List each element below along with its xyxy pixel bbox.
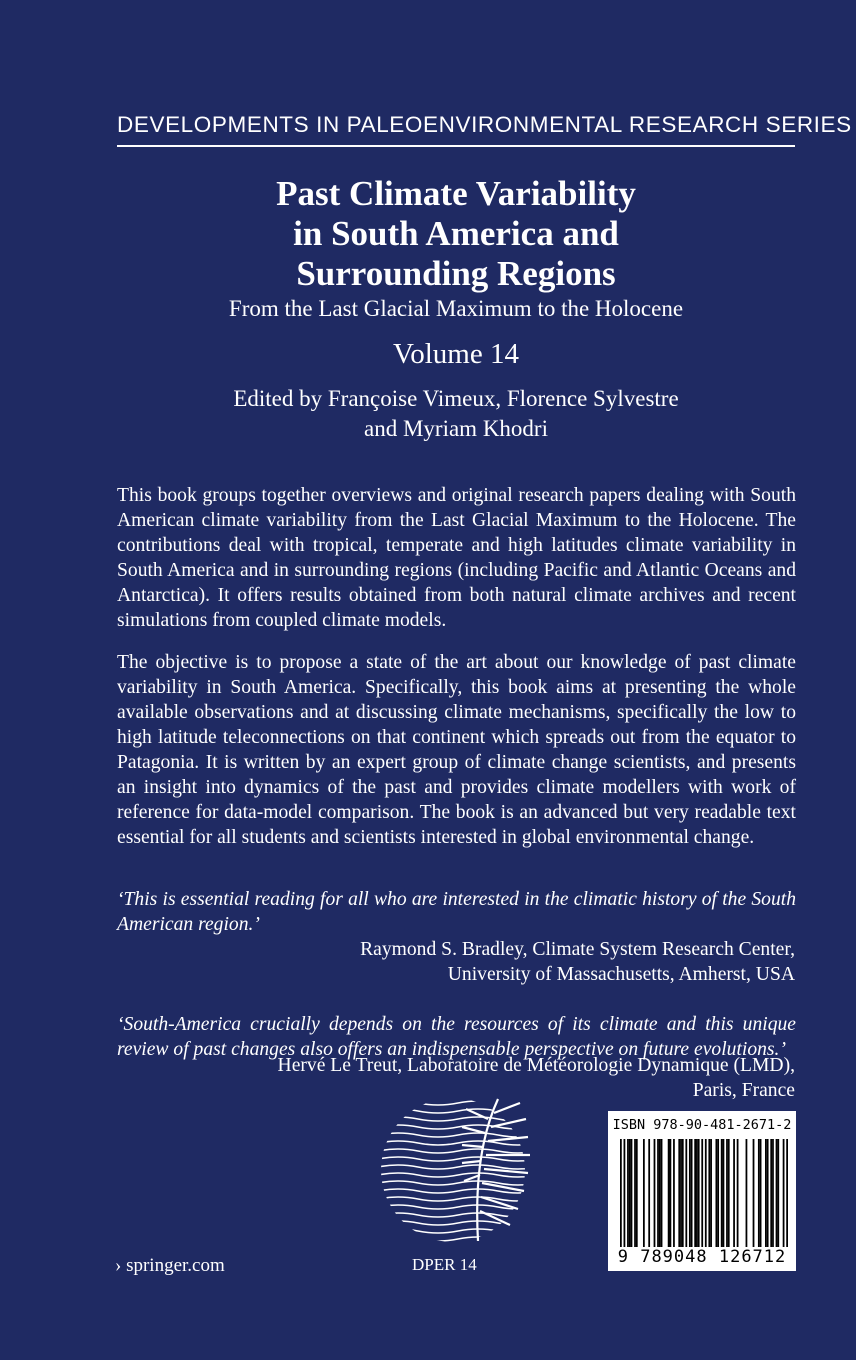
ean-number: 9 789048 126712	[617, 1247, 787, 1267]
barcode-bar	[696, 1139, 698, 1247]
editors-line-2: and Myriam Khodri	[364, 416, 548, 441]
attribution-1-line-1: Raymond S. Bradley, Climate System Research Center,	[360, 939, 795, 960]
barcode-bar	[698, 1139, 700, 1247]
series-divider	[117, 145, 795, 147]
review-quote-2: ‘South-America crucially depends on the resources of its climate and this unique review of past changes also offers an indispensable perspective on future evolutions.’	[117, 1014, 796, 1060]
barcode-bar	[678, 1139, 680, 1247]
barcode-bar	[783, 1139, 785, 1247]
book-title	[117, 174, 795, 294]
review-quote-1: ‘This is essential reading for all who are interested in the climatic history of the South American region.’	[117, 889, 796, 935]
barcode-bar	[634, 1139, 636, 1247]
barcode-bar	[636, 1139, 638, 1247]
barcode-bar	[715, 1139, 717, 1247]
title-line-3: Surrounding Regions	[296, 254, 616, 293]
barcode-bar	[770, 1139, 772, 1247]
title-line-1: Past Climate Variability	[276, 174, 636, 213]
barcode-bar	[708, 1139, 710, 1247]
isbn-number: ISBN 978-90-481-2671-2	[612, 1117, 792, 1133]
book-subtitle: From the Last Glacial Maximum to the Holocene	[228, 296, 684, 321]
barcode-bar	[668, 1139, 670, 1247]
barcode-bar	[710, 1139, 712, 1247]
barcode-bar	[753, 1139, 755, 1247]
leaf-on-globe-logo-icon	[378, 1093, 536, 1243]
barcode-bar	[631, 1139, 633, 1247]
barcode-bar	[723, 1139, 725, 1247]
barcode-bar	[620, 1139, 622, 1247]
attribution-1-line-2: University of Massachusetts, Amherst, USA	[447, 964, 795, 985]
isbn-barcode	[608, 1111, 796, 1271]
barcode-bar	[661, 1139, 663, 1247]
barcode-bar	[694, 1139, 696, 1247]
barcode-bar	[689, 1139, 691, 1247]
barcode-bar	[760, 1139, 762, 1247]
barcode-bar	[705, 1139, 707, 1247]
barcode-bar	[701, 1139, 703, 1247]
barcode-bar	[648, 1139, 650, 1247]
barcode-bar	[733, 1139, 735, 1247]
barcode-bar	[627, 1139, 629, 1247]
barcode-bar	[728, 1139, 730, 1247]
series-code: DPER 14	[412, 1255, 477, 1274]
barcode-bar	[772, 1139, 774, 1247]
attribution-2-line-2: Paris, France	[692, 1080, 795, 1101]
barcode-bar	[777, 1139, 779, 1247]
barcode-bar	[629, 1139, 631, 1247]
publisher-website-link[interactable]: › springer.com	[115, 1255, 225, 1276]
barcode-bar	[717, 1139, 719, 1247]
barcode-bar	[685, 1139, 687, 1247]
barcode-bar	[670, 1139, 672, 1247]
barcode-bar	[682, 1139, 684, 1247]
description-paragraph-2: The objective is to propose a state of the art about our knowledge of past climate variability in South America. Specifically, this book aims at presenting the whole available observations and at discussing climate mechanisms, specifically the low to high latitude teleconnections on that continent which spreads out from the equator to Patagonia. It is written by an expert group of climate change scientists, and presents an insight into dynamics of the past and provides climate modellers with work of reference for data-model comparison. The book is an advanced but very readable text essential for all students and scientists interested in global environmental change.	[117, 652, 796, 848]
barcode-bar	[691, 1139, 693, 1247]
barcode-bars	[620, 1139, 788, 1247]
attribution-2-line-1: Hervé Le Treut, Laboratoire de Météorologie Dynamique (LMD),	[277, 1055, 795, 1076]
barcode-bar	[786, 1139, 788, 1247]
barcode-bar	[673, 1139, 675, 1247]
barcode-bar	[721, 1139, 723, 1247]
barcode-bar	[765, 1139, 767, 1247]
barcode-bar	[776, 1139, 778, 1247]
barcode-bar	[680, 1139, 682, 1247]
barcode-bar	[657, 1139, 659, 1247]
volume-number: Volume 14	[393, 338, 519, 370]
barcode-bar	[767, 1139, 769, 1247]
barcode-bar	[659, 1139, 661, 1247]
barcode-bar	[737, 1139, 739, 1247]
title-line-2: in South America and	[293, 214, 619, 253]
description-paragraph-1: This book groups together overviews and original research papers dealing with South American climate variability from the Last Glacial Maximum to the Holocene. The contributions deal with tropical, temperate and high latitudes climate variability in South America and in surrounding regions (including Pacific and Atlantic Oceans and Antarctica). It offers results obtained from both natural climate archives and recent simulations from coupled climate models.	[117, 485, 796, 631]
barcode-bar	[654, 1139, 656, 1247]
series-name: DEVELOPMENTS IN PALEOENVIRONMENTAL RESEARCH SERIES	[117, 112, 852, 137]
barcode-bar	[758, 1139, 760, 1247]
barcode-bar	[624, 1139, 626, 1247]
barcode-bar	[746, 1139, 748, 1247]
review-attribution-1	[117, 937, 795, 987]
barcode-bar	[643, 1139, 645, 1247]
editors	[117, 384, 795, 444]
editors-line-1: Edited by Françoise Vimeux, Florence Sylvestre	[233, 386, 679, 411]
barcode-bar	[726, 1139, 728, 1247]
